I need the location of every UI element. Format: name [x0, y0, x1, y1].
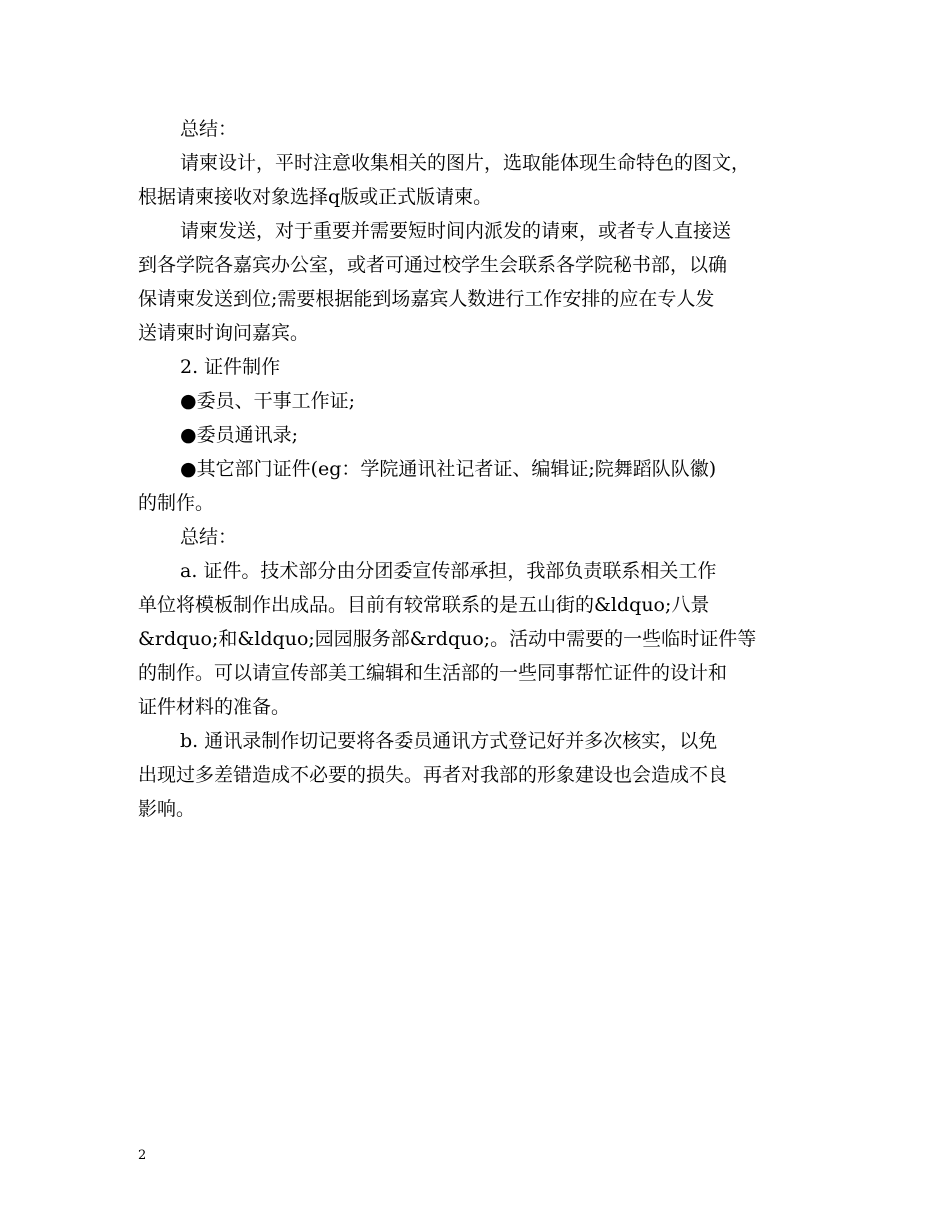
paragraph-heading-summary: 总结： [180, 118, 238, 140]
paragraph-line: 到各学院各嘉宾办公室，或者可通过校学生会联系各学院秘书部，以确 [138, 254, 728, 276]
paragraph-line: a. 证件。技术部分由分团委宣传部承担，我部负责联系相关工作 [180, 560, 717, 582]
paragraph-line: 影响。 [138, 798, 196, 820]
paragraph-line: 出现过多差错造成不必要的损失。再者对我部的形象建设也会造成不良 [138, 764, 728, 786]
paragraph-line: 根据请柬接收对象选择q版或正式版请柬。 [138, 186, 493, 208]
bullet-item: ●其它部门证件(eg：学院通讯社记者证、编辑证;院舞蹈队队徽) [180, 458, 717, 480]
paragraph-line: b. 通讯录制作切记要将各委员通讯方式登记好并多次核实，以免 [180, 730, 718, 752]
paragraph-line: 送请柬时询问嘉宾。 [138, 322, 310, 344]
document-body [138, 112, 828, 826]
paragraph-line: 的制作。 [138, 492, 215, 514]
paragraph-line: 单位将模板制作出成品。目前有较常联系的是五山街的&ldquo;八景 [138, 594, 710, 616]
section-heading: 2. 证件制作 [180, 356, 281, 378]
bullet-item: ●委员通讯录; [180, 424, 298, 446]
paragraph-line: 的制作。可以请宣传部美工编辑和生活部的一些同事帮忙证件的设计和 [138, 662, 728, 684]
paragraph-line: 证件材料的准备。 [138, 696, 291, 718]
bullet-item: ●委员、干事工作证; [180, 390, 355, 412]
paragraph-heading-summary: 总结： [180, 526, 238, 548]
paragraph-line: &rdquo;和&ldquo;园园服务部&rdquo;。活动中需要的一些临时证件等 [138, 628, 757, 650]
page-number: 2 [138, 1148, 147, 1163]
paragraph-line: 保请柬发送到位;需要根据能到场嘉宾人数进行工作安排的应在专人发 [138, 288, 715, 310]
paragraph-line: 请柬设计，平时注意收集相关的图片，选取能体现生命特色的图文， [180, 152, 751, 174]
paragraph-line: 请柬发送，对于重要并需要短时间内派发的请柬，或者专人直接送 [180, 220, 732, 242]
